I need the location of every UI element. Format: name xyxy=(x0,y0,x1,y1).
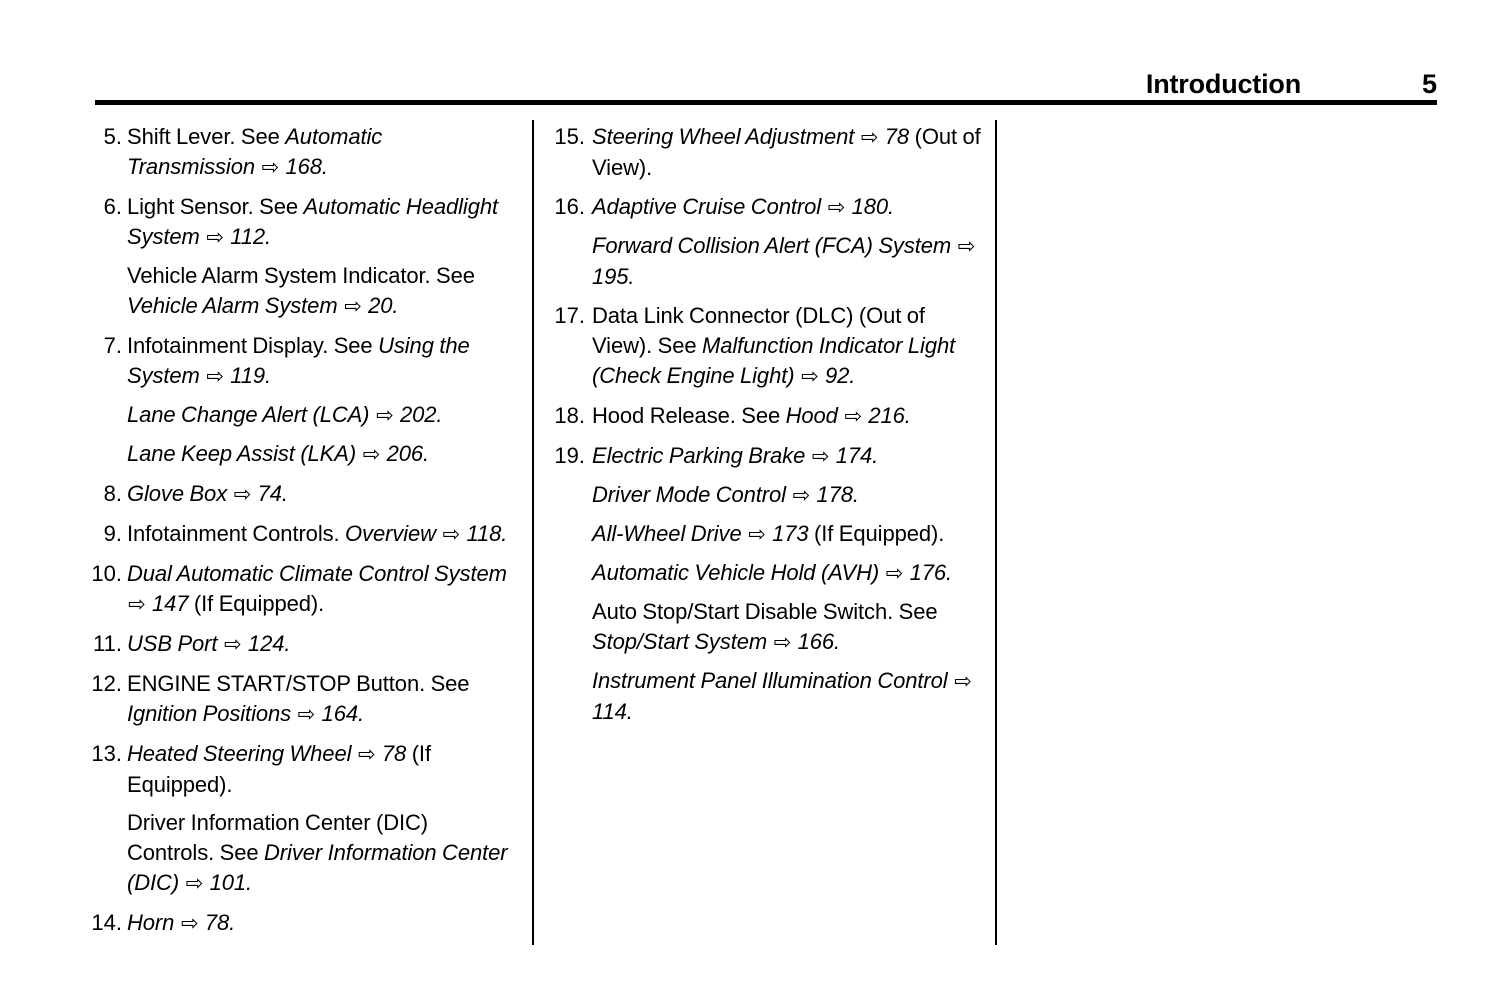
page-reference-arrow-icon: ⇨ xyxy=(206,365,224,388)
list-item-body xyxy=(127,122,513,183)
list-item-number: 9. xyxy=(103,521,122,546)
list-item-number: 16. xyxy=(554,194,585,219)
page-reference-arrow-icon: ⇨ xyxy=(811,445,830,468)
page-reference-arrow-icon: ⇨ xyxy=(800,365,819,388)
body-text xyxy=(767,629,773,654)
cross-reference-title: 147 xyxy=(146,591,189,616)
body-text xyxy=(879,560,885,585)
list-item-paragraph xyxy=(127,261,513,322)
list-item-paragraph xyxy=(127,559,513,620)
cross-reference-title: 118. xyxy=(460,521,508,546)
list-item-number: 7. xyxy=(103,333,122,358)
cross-reference-title: Lane Change Alert (LCA) xyxy=(127,402,370,427)
list-item xyxy=(88,479,513,510)
list-item-paragraph xyxy=(592,666,983,727)
list-item-number: 8. xyxy=(103,481,122,506)
page-number: 5 xyxy=(1421,69,1437,99)
list-item-body xyxy=(127,519,513,550)
page-reference-arrow-icon: ⇨ xyxy=(748,523,766,546)
list-item-number: 10. xyxy=(91,561,122,586)
list-item-body xyxy=(127,908,513,939)
page-reference-arrow-icon: ⇨ xyxy=(860,126,879,149)
list-item-number: 6. xyxy=(103,194,122,219)
cross-reference-title: Stop/Start System xyxy=(592,629,768,654)
cross-reference-title: Driver Information Center (DIC) xyxy=(127,840,508,895)
list-item-paragraph xyxy=(592,519,983,550)
body-text: Shift Lever. See xyxy=(127,124,286,149)
cross-reference-title: 168. xyxy=(280,154,328,179)
list-item-paragraph xyxy=(592,192,983,223)
cross-reference-title: 176. xyxy=(904,560,953,585)
list-item xyxy=(88,331,513,470)
list-item-paragraph xyxy=(127,439,513,470)
cross-reference-title: Glove Box xyxy=(127,481,228,506)
cross-reference-title: Electric Parking Brake xyxy=(592,443,806,468)
list-item-number: 15. xyxy=(554,124,585,149)
page-reference-arrow-icon: ⇨ xyxy=(185,872,204,895)
list-item xyxy=(553,401,983,432)
list-item-paragraph xyxy=(592,597,983,658)
list-item xyxy=(88,122,513,183)
cross-reference-title: 101. xyxy=(204,870,252,895)
cross-reference-title: Instrument Panel Illumination Control xyxy=(592,668,948,693)
list-item-paragraph xyxy=(127,122,513,183)
cross-reference-title: Using the System xyxy=(127,333,470,388)
list-item-body xyxy=(592,401,983,432)
cross-reference-title: Ignition Positions xyxy=(127,701,292,726)
list-item-body xyxy=(127,739,513,899)
body-text: Hood Release. See xyxy=(592,403,786,428)
page-reference-arrow-icon: ⇨ xyxy=(206,226,224,249)
list-item-paragraph xyxy=(127,629,513,660)
cross-reference-title: 178. xyxy=(810,482,859,507)
list-item-paragraph xyxy=(592,231,983,292)
list-item-number: 12. xyxy=(91,671,122,696)
cross-reference-title: Dual Automatic Climate Control System xyxy=(127,561,507,586)
page-reference-arrow-icon: ⇨ xyxy=(357,743,376,766)
body-text xyxy=(227,481,233,506)
page-reference-arrow-icon: ⇨ xyxy=(792,484,810,507)
cross-reference-title: Automatic Vehicle Hold (AVH) xyxy=(592,560,880,585)
page-reference-arrow-icon: ⇨ xyxy=(344,295,362,318)
body-text: Infotainment Controls. xyxy=(127,521,346,546)
page-reference-arrow-icon: ⇨ xyxy=(180,912,199,935)
cross-reference-title: Horn xyxy=(127,910,175,935)
cross-reference-title: Automatic Transmission xyxy=(127,124,383,179)
column-divider-rule-2 xyxy=(995,120,997,945)
cross-reference-title: 164. xyxy=(316,701,364,726)
body-text xyxy=(174,910,180,935)
body-text: ENGINE START/STOP Button. See xyxy=(127,671,470,696)
body-text xyxy=(821,194,827,219)
list-item xyxy=(553,441,983,727)
list-item xyxy=(553,122,983,183)
list-item-paragraph xyxy=(592,441,983,472)
list-item-paragraph xyxy=(127,192,513,253)
cross-reference-title: 124. xyxy=(242,631,291,656)
list-item-number: 5. xyxy=(103,124,122,149)
body-text xyxy=(291,701,297,726)
page-reference-arrow-icon: ⇨ xyxy=(773,631,792,654)
list-item-paragraph xyxy=(592,480,983,511)
cross-reference-title: Hood xyxy=(785,403,838,428)
list-item-number: 17. xyxy=(554,303,585,328)
cross-reference-title: 78. xyxy=(199,910,236,935)
cross-reference-title: 166. xyxy=(792,629,841,654)
list-item xyxy=(88,192,513,322)
body-text: Light Sensor. See xyxy=(127,194,304,219)
list-item-body xyxy=(127,559,513,620)
body-text xyxy=(951,233,957,258)
cross-reference-title: 202. xyxy=(394,402,443,427)
cross-reference-title: 92. xyxy=(819,363,856,388)
list-item-number: 18. xyxy=(554,403,585,428)
body-text: (Out of View). xyxy=(592,124,981,180)
body-text: (If Equipped). xyxy=(127,741,431,797)
cross-reference-title: 180. xyxy=(846,194,894,219)
page-reference-arrow-icon: ⇨ xyxy=(261,156,279,179)
list-item-paragraph xyxy=(592,558,983,589)
column-divider-rule-1 xyxy=(532,120,534,945)
list-item xyxy=(553,192,983,292)
cross-reference-title: Driver Mode Control xyxy=(592,482,786,507)
cross-reference-title: Adaptive Cruise Control xyxy=(592,194,822,219)
body-text xyxy=(356,441,362,466)
list-item-paragraph xyxy=(127,669,513,730)
list-item-body xyxy=(592,122,983,183)
body-text xyxy=(854,124,860,149)
list-item-body xyxy=(592,192,983,292)
cross-reference-title: 74. xyxy=(252,481,288,506)
page-reference-arrow-icon: ⇨ xyxy=(957,235,976,258)
list-item xyxy=(88,669,513,730)
list-item xyxy=(553,301,983,392)
list-item-paragraph xyxy=(592,301,983,392)
body-text xyxy=(805,443,811,468)
list-item-number: 14. xyxy=(91,910,122,935)
cross-reference-title: 119. xyxy=(224,363,272,388)
page-reference-arrow-icon: ⇨ xyxy=(362,443,381,466)
list-item-body xyxy=(127,479,513,510)
list-item-body xyxy=(592,301,983,392)
page-reference-arrow-icon: ⇨ xyxy=(128,593,146,616)
numbered-list-column-middle xyxy=(553,122,983,736)
cross-reference-title: 173 xyxy=(766,521,809,546)
list-item-paragraph xyxy=(127,331,513,392)
body-text: (If Equipped). xyxy=(808,521,945,546)
cross-reference-title: Forward Collision Alert (FCA) System xyxy=(592,233,952,258)
list-item-paragraph xyxy=(127,519,513,550)
body-text: Driver Information Center (DIC) Controls. See xyxy=(127,810,429,865)
cross-reference-title: 78 xyxy=(879,124,910,149)
body-text: Data Link Connector (DLC) (Out of View). See xyxy=(592,303,925,358)
cross-reference-title: Steering Wheel Adjustment xyxy=(592,124,855,149)
list-item xyxy=(88,908,513,939)
cross-reference-title: Vehicle Alarm System xyxy=(127,293,338,318)
cross-reference-title: USB Port xyxy=(127,631,218,656)
cross-reference-title: 114. xyxy=(592,699,633,724)
cross-reference-title: Heated Steering Wheel xyxy=(127,741,352,766)
list-item-paragraph xyxy=(127,400,513,431)
list-item xyxy=(88,519,513,550)
list-item-body xyxy=(127,331,513,470)
list-item-body xyxy=(127,192,513,322)
page-reference-arrow-icon: ⇨ xyxy=(375,404,394,427)
list-item xyxy=(88,629,513,660)
cross-reference-title: Automatic Headlight System xyxy=(127,194,498,249)
body-text: Vehicle Alarm System Indicator. See xyxy=(127,263,475,288)
list-item-number: 13. xyxy=(91,741,122,766)
page-reference-arrow-icon: ⇨ xyxy=(885,562,904,585)
cross-reference-title: 112. xyxy=(224,224,272,249)
page-reference-arrow-icon: ⇨ xyxy=(223,633,242,656)
cross-reference-title: 216. xyxy=(862,403,911,428)
body-text: Infotainment Display. See xyxy=(127,333,379,358)
list-item-paragraph xyxy=(127,908,513,939)
cross-reference-title: 78 xyxy=(376,741,407,766)
list-item-body xyxy=(592,441,983,727)
body-text xyxy=(255,154,261,179)
cross-reference-title: 206. xyxy=(381,441,430,466)
page-header xyxy=(95,52,1437,98)
cross-reference-title: Malfunction Indicator Light (Check Engine Light) xyxy=(592,333,956,388)
list-item-paragraph xyxy=(127,479,513,510)
list-item-paragraph xyxy=(127,739,513,800)
numbered-list-column-left xyxy=(88,122,513,948)
list-item xyxy=(88,739,513,899)
list-item-paragraph xyxy=(592,401,983,432)
list-item xyxy=(88,559,513,620)
list-item-number: 19. xyxy=(554,443,585,468)
cross-reference-title: 20. xyxy=(362,293,399,318)
list-item-body xyxy=(127,669,513,730)
page-reference-arrow-icon: ⇨ xyxy=(297,703,316,726)
page-reference-arrow-icon: ⇨ xyxy=(827,196,846,219)
list-item-body xyxy=(127,629,513,660)
cross-reference-title: All-Wheel Drive xyxy=(592,521,742,546)
cross-reference-title: 195. xyxy=(592,264,635,289)
body-text xyxy=(179,870,185,895)
page-reference-arrow-icon: ⇨ xyxy=(442,523,460,546)
header-divider-rule xyxy=(95,100,1437,105)
page-reference-arrow-icon: ⇨ xyxy=(233,483,252,506)
cross-reference-title: 174. xyxy=(830,443,879,468)
list-item-number: 11. xyxy=(93,631,122,656)
page-reference-arrow-icon: ⇨ xyxy=(954,670,972,693)
page-title: Introduction xyxy=(1145,69,1301,99)
list-item-paragraph xyxy=(592,122,983,183)
page-reference-arrow-icon: ⇨ xyxy=(844,405,862,428)
cross-reference-title: Overview xyxy=(345,521,436,546)
list-item-paragraph xyxy=(127,808,513,899)
body-text: (If Equipped). xyxy=(188,591,325,616)
cross-reference-title: Lane Keep Assist (LKA) xyxy=(127,441,357,466)
body-text: Auto Stop/Start Disable Switch. See xyxy=(592,599,938,624)
